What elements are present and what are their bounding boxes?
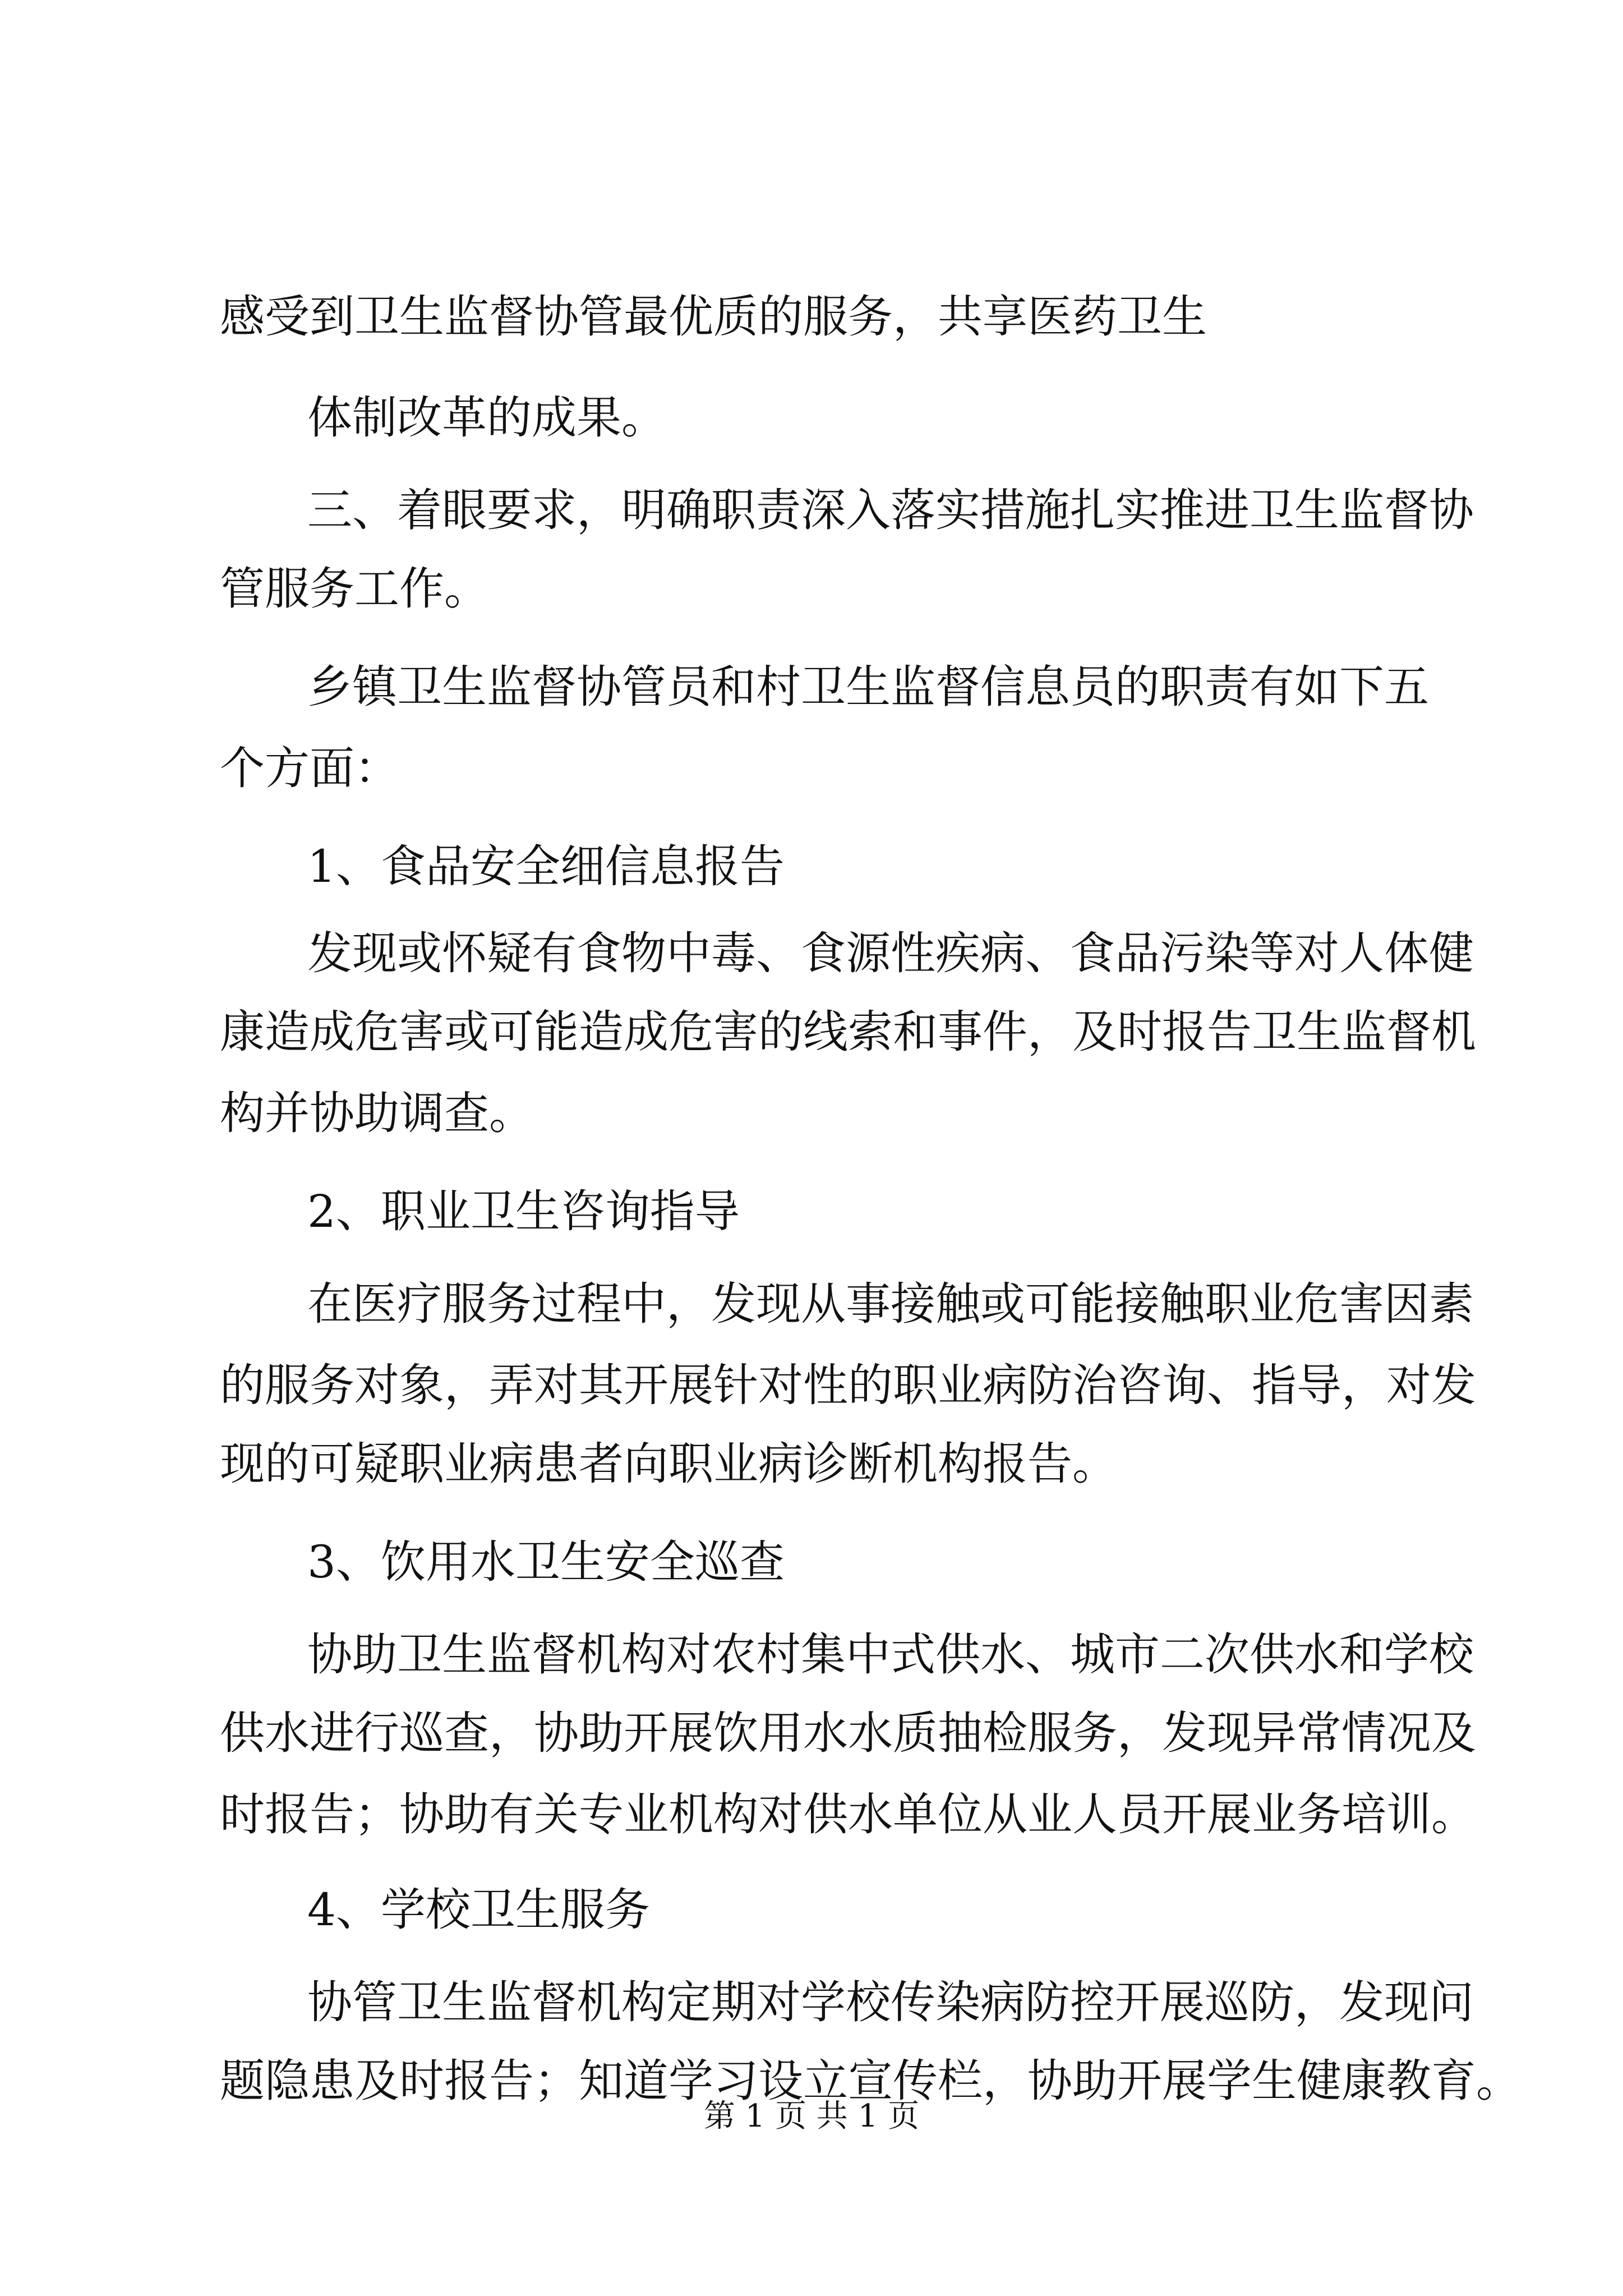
text-line-19: 4、学校卫生服务: [307, 1884, 650, 1936]
text-line-20: 协管卫生监督机构定期对学校传染病防控开展巡防，发现问: [307, 1976, 1474, 2028]
text-line-17: 供水进行巡查，协助开展饮用水水质抽检服务，发现异常情况及: [220, 1707, 1476, 1759]
text-line-15: 3、饮用水卫生安全巡查: [307, 1536, 785, 1588]
text-line-5: 乡镇卫生监督协管员和村卫生监督信息员的职责有如下五: [307, 661, 1429, 713]
text-line-10: 构并协助调查。: [220, 1087, 534, 1139]
text-line-6: 个方面：: [220, 742, 399, 794]
text-line-21: 题隐患及时报告；知道学习设立宣传栏，协助开展学生健康教育。: [220, 2055, 1521, 2107]
text-line-4: 管服务工作。: [220, 563, 489, 615]
text-line-13: 的服务对象，弄对其开展针对性的职业病防治咨询、指导，对发: [220, 1359, 1476, 1411]
text-line-7: 1、食品安全细信息报告: [307, 840, 785, 892]
text-line-16: 协助卫生监督机构对农村集中式供水、城市二次供水和学校: [307, 1628, 1474, 1681]
text-line-9: 康造成危害或可能造成危害的线索和事件，及时报告卫生监督机: [220, 1006, 1476, 1058]
text-line-1: 感受到卫生监督协管最优质的服务，共享医药卫生: [220, 291, 1207, 343]
text-line-8: 发现或怀疑有食物中毒、食源性疾病、食品污染等对人体健: [307, 927, 1474, 979]
text-line-18: 时报告；协助有关专业机构对供水单位从业人员开展业务培训。: [220, 1788, 1476, 1841]
page-footer: 第 1 页 共 1 页: [703, 2098, 920, 2134]
text-line-14: 现的可疑职业病患者向职业病诊断机构报告。: [220, 1438, 1117, 1490]
text-line-11: 2、职业卫生咨询指导: [307, 1185, 740, 1237]
text-line-12: 在医疗服务过程中，发现从事接触或可能接触职业危害因素: [307, 1278, 1474, 1330]
text-line-3: 三、着眼要求，明确职责深入落实措施扎实推进卫生监督协: [307, 484, 1474, 536]
text-line-2: 体制改革的成果。: [307, 392, 666, 444]
